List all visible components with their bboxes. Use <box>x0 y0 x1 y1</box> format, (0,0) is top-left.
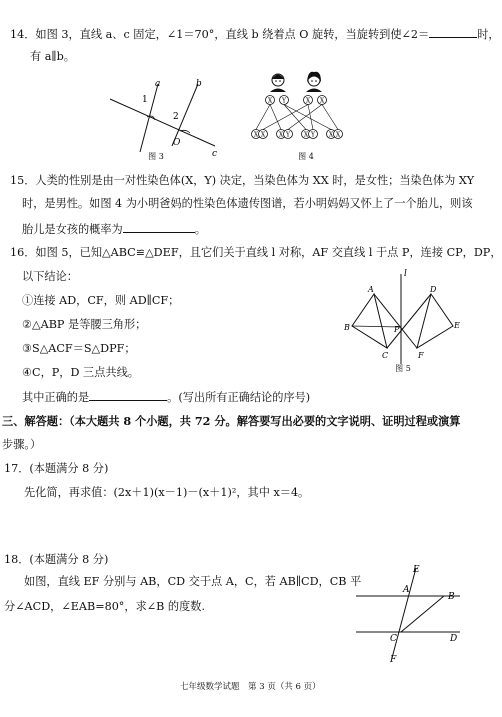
q18-line2: 分∠ACD，∠EAB=80°，求∠B 的度数. <box>4 600 206 613</box>
father-icon <box>270 74 286 92</box>
figure-4-caption: 图 4 <box>298 152 314 161</box>
child-chromosome-7-label: X <box>335 131 341 139</box>
inheritance-line <box>263 105 308 130</box>
label-O: O <box>173 138 181 148</box>
label-E: E <box>454 321 460 330</box>
q17-body: 先化简，再求值：(2x＋1)(x－1)－(x＋1)²，其中 x＝4。 <box>24 486 310 499</box>
q15-line2: 时，是男性。如图 4 为小明爸妈的性染色体遗传图谱，若小明妈妈又怀上了一个胎儿，则该 <box>22 197 473 210</box>
triangle-ABC <box>352 294 387 348</box>
q16-answer-line <box>22 389 310 405</box>
figure-3-caption: 图 3 <box>148 152 164 161</box>
q16-line2: 以下结论： <box>22 270 78 283</box>
label-angle-2: 2 <box>173 112 179 122</box>
label-C: C <box>390 634 397 644</box>
label-c: c <box>212 149 218 159</box>
label-C: C <box>382 351 389 360</box>
q15-text: 胎儿是女孩的概率为 <box>22 223 123 236</box>
inheritance-line <box>256 105 270 130</box>
child-chromosome-6-label: X <box>328 131 334 139</box>
q15-text-end: 。 <box>194 223 206 236</box>
q14-line1 <box>10 26 500 42</box>
triangle-DEF <box>417 294 453 348</box>
label-A: A <box>403 585 410 595</box>
figure-4 <box>248 68 358 158</box>
child-chromosome-2-label: X <box>278 131 284 139</box>
child-chromosomes <box>252 130 343 139</box>
child-chromosome-0-label: X <box>253 131 259 139</box>
label-l: l <box>404 269 407 279</box>
section-3-heading-cont: 步骤。） <box>2 438 42 451</box>
q18-title: 18．(本题满分 8 分) <box>4 553 109 566</box>
q16-conclusion-3: ③S△ACF＝S△DPF； <box>22 342 136 355</box>
parent-chromosome-3-label: X <box>319 97 325 105</box>
q17-title: 17．(本题满分 8 分) <box>4 462 109 475</box>
label-F: F <box>390 655 397 665</box>
label-F: F <box>418 351 424 360</box>
q14-line2: 有 a∥b。 <box>30 50 75 63</box>
label-A: A <box>368 285 374 294</box>
line-EF <box>392 568 416 658</box>
q14-answer-blank[interactable] <box>429 26 477 38</box>
inheritance-line <box>284 105 331 130</box>
label-E: E <box>413 565 420 575</box>
q16-conclusion-1: ①连接 AD，CF，则 AD∥CF； <box>22 294 180 307</box>
label-B: B <box>448 592 455 602</box>
parent-chromosome-0-label: X <box>267 97 273 105</box>
child-chromosome-1-label: X <box>260 131 266 139</box>
label-P: P <box>394 325 400 334</box>
q15-line1: 15．人类的性别是由一对性染色体(X，Y) 决定，当染色体为 XX 时，是女性；当染色体为 XY <box>10 174 475 187</box>
figure-5-caption: 图 5 <box>395 364 411 373</box>
q16-conclusion-2: ②△ABP 是等腰三角形； <box>22 318 147 331</box>
q16-answer-blank[interactable] <box>89 389 167 401</box>
section-3-heading: 三、解答题：（本大题共 8 个小题，共 72 分。解答要写出必要的文字说明、证明过程或演算 <box>2 414 461 428</box>
inheritance-line <box>270 105 281 130</box>
page-footer: 七年级数学试题 第 3 页（共 6 页） <box>180 682 321 692</box>
child-chromosome-5-label: Y <box>311 131 315 139</box>
q16-line1: 16．如图 5，已知△ABC≌△DEF，且它们关于直线 l 对称，AF 交直线 l 于点 P，连接 CP，DP， <box>10 246 502 259</box>
q14-text-end: 时， <box>477 28 500 41</box>
q14-text: 14．如图 3，直线 a、c 固定，∠1＝70°，直线 b 绕着点 O 旋转，当旋转到使∠2＝ <box>10 28 430 41</box>
parent-chromosome-2-label: X <box>305 97 311 105</box>
figure-3 <box>100 74 230 164</box>
q18-line1: 如图，直线 EF 分别与 AB，CD 交于点 A，C，若 AB∥CD，CB 平 <box>24 575 362 588</box>
line-c <box>110 99 215 146</box>
figure-5 <box>344 268 466 366</box>
label-a: a <box>155 79 161 89</box>
label-b: b <box>196 79 202 89</box>
q16-text: 其中正确的是 <box>22 391 90 404</box>
inheritance-line <box>308 105 313 130</box>
q16-text-end: 。(写出所有正确结论的序号) <box>167 391 311 404</box>
mother-icon <box>306 72 322 92</box>
inheritance-lines <box>256 105 338 130</box>
inheritance-line <box>284 105 306 130</box>
parent-chromosomes <box>266 96 327 105</box>
label-B: B <box>344 323 350 332</box>
inheritance-line <box>288 105 322 130</box>
label-D: D <box>450 634 458 644</box>
q15-line3 <box>22 221 206 237</box>
q16-conclusion-4: ④C，P，D 三点共线。 <box>22 366 139 379</box>
child-chromosome-3-label: Y <box>286 131 290 139</box>
parent-chromosome-1-label: Y <box>282 97 286 105</box>
q15-answer-blank[interactable] <box>123 221 195 233</box>
label-D: D <box>430 285 437 294</box>
q18-figure <box>356 562 466 666</box>
label-angle-1: 1 <box>142 95 148 105</box>
child-chromosome-4-label: X <box>303 131 309 139</box>
